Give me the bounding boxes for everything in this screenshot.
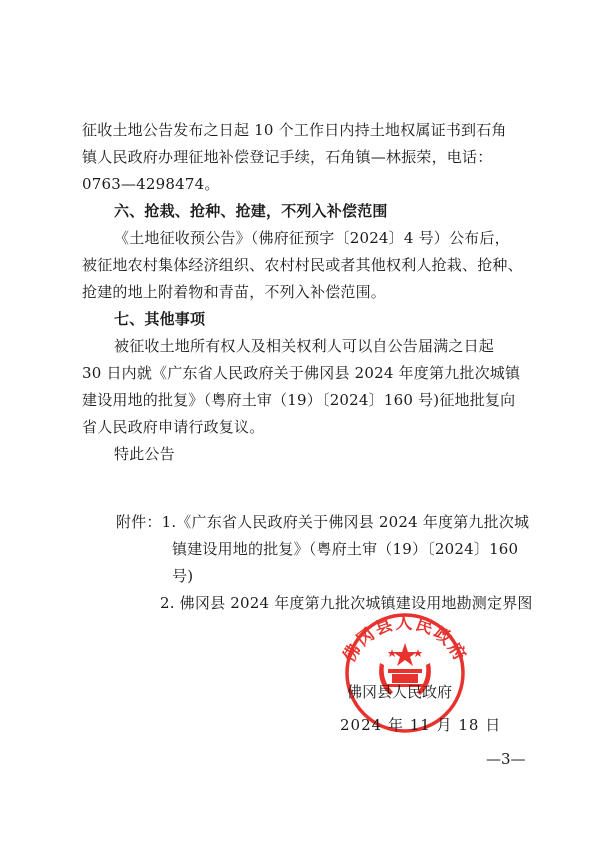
body-line: 0763—4298474。 [82,175,220,193]
body-line: 被征地农村集体经济组织、农村村民或者其他权利人抢栽、抢种、 [82,256,523,274]
section-heading-7: 七、其他事项 [114,310,206,328]
issuer-name: 佛冈县人民政府 [347,683,453,701]
svg-text:佛冈县人民政府: 佛冈县人民政府 [339,613,471,666]
attachment-2: 2. 佛冈县 2024 年度第九批次城镇建设用地勘测定界图 [160,594,533,612]
body-line: 《土地征收预公告》（佛府征预字〔2024〕4 号）公布后， [114,229,510,247]
body-line: 被征收土地所有权人及相关权利人可以自公告届满之日起 [114,337,495,355]
attachment-1: 附件：1.《广东省人民政府关于佛冈县 2024 年度第九批次城 [116,513,530,531]
attachment-1-cont: 号) [172,567,194,585]
attachment-1-cont: 镇建设用地的批复》（粤府土审（19）〔2024〕160 [172,540,519,558]
body-line: 征收土地公告发布之日起 10 个工作日内持土地权属证书到石角 [82,121,507,139]
page-number: —3— [486,750,526,768]
body-line: 抢建的地上附着物和青苗，不列入补偿范围。 [82,283,387,301]
body-line: 省人民政府申请行政复议。 [82,418,265,436]
section-heading-6: 六、抢栽、抢种、抢建，不列入补偿范围 [114,202,388,220]
body-line: 30 日内就《广东省人民政府关于佛冈县 2024 年度第九批次城镇 [82,364,521,382]
body-line: 建设用地的批复》（粤府土审（19）〔2024〕160 号)征地批复向 [82,391,516,409]
body-line: 镇人民政府办理征地补偿登记手续，石角镇—林振荣，电话： [82,148,493,166]
closing-text: 特此公告 [114,445,175,463]
issue-date: 2024 年 11 月 18 日 [340,716,502,734]
